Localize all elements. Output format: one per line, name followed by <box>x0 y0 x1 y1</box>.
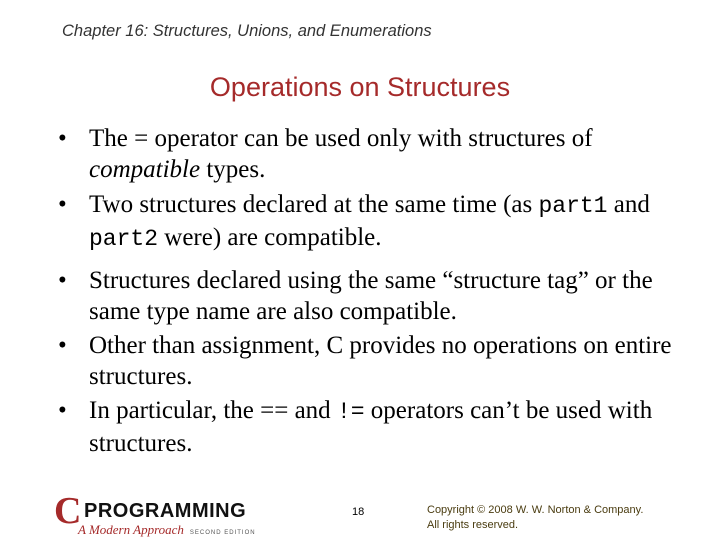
bullet-item <box>58 395 688 459</box>
logo-letter: C <box>54 490 82 532</box>
logo-subtitle-text: A Modern Approach <box>78 522 184 537</box>
bullet-text: types. <box>200 156 266 183</box>
bullet-text: In particular, the == and <box>89 397 337 424</box>
bullet-item <box>58 123 688 185</box>
code-text: part2 <box>89 226 159 252</box>
bullet-item <box>58 265 688 327</box>
bullet-text: Other than assignment, C provides no operations on entire structures. <box>89 332 672 390</box>
code-text: != <box>336 399 365 425</box>
copyright-line: Copyright © 2008 W. W. Norton & Company. <box>427 504 644 516</box>
chapter-header: Chapter 16: Structures, Unions, and Enumerations <box>62 22 432 40</box>
bullet-dot: • <box>58 191 67 218</box>
bullet-dot: • <box>58 332 67 359</box>
copyright-line: All rights reserved. <box>427 519 519 531</box>
bullet-text: were) are compatible. <box>158 224 382 251</box>
logo-word: PROGRAMMING <box>84 500 247 522</box>
bullet-list <box>58 123 688 459</box>
copyright-notice <box>427 503 643 533</box>
bullet-item <box>58 189 688 255</box>
bullet-item <box>58 330 688 392</box>
bullet-text: The = operator can be used only with structures of <box>89 125 593 152</box>
logo-subtitle <box>78 522 256 538</box>
slide-title: Operations on Structures <box>209 72 511 102</box>
code-text: part1 <box>538 193 608 219</box>
emphasis-text: compatible <box>89 156 201 183</box>
book-logo <box>52 490 272 542</box>
bullet-dot: • <box>58 397 67 424</box>
bullet-text: Structures declared using the same “structure tag” or the same type name are also compatible. <box>89 267 653 325</box>
page-number: 18 <box>352 506 365 518</box>
bullet-text: Two structures declared at the same time (as <box>89 191 539 218</box>
bullet-dot: • <box>58 267 67 294</box>
bullet-text: operators can’t be used with structures. <box>89 397 653 457</box>
logo-edition: SECOND EDITION <box>189 530 256 536</box>
bullet-dot: • <box>58 125 67 152</box>
bullet-text: and <box>607 191 650 218</box>
